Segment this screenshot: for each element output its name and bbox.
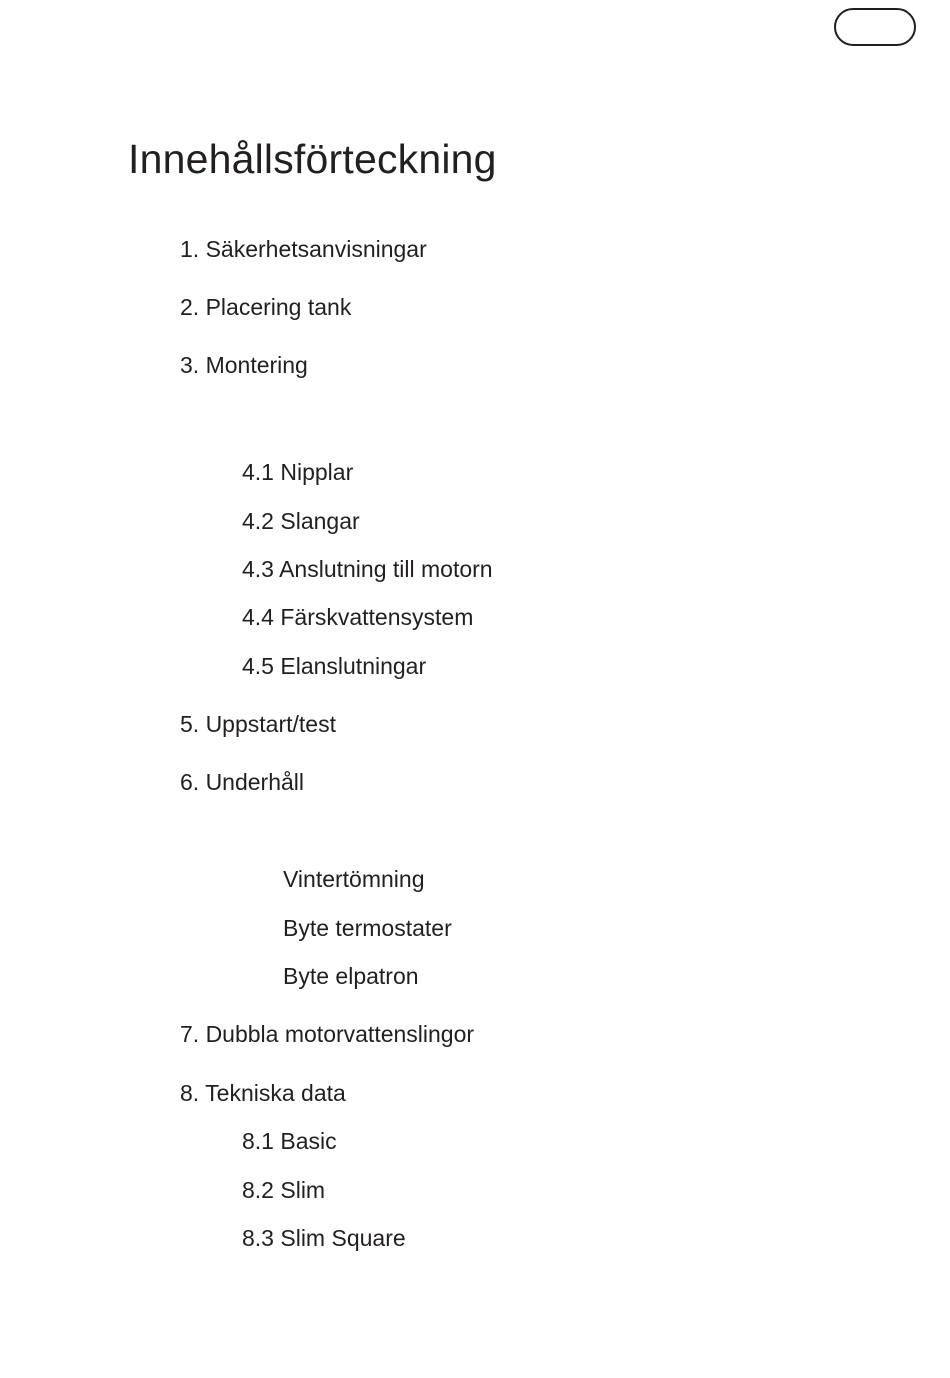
toc-item-uppstart-test: 5. Uppstart/test [180, 711, 336, 737]
toc-item-slangar: 4.2 Slangar [242, 508, 360, 534]
toc-item-tekniska-data: 8. Tekniska data [180, 1080, 346, 1106]
toc-item-farskvattensystem: 4.4 Färskvattensystem [242, 604, 474, 630]
toc-item-slim-square: 8.3 Slim Square [242, 1225, 406, 1251]
toc-item-byte-termostater: Byte termostater [283, 915, 452, 941]
toc-item-montering: 3. Montering [180, 352, 308, 378]
toc-item-anslutning-till-motorn: 4.3 Anslutning till motorn [242, 556, 493, 582]
toc-item-nipplar: 4.1 Nipplar [242, 459, 354, 485]
toc-item-underhall: 6. Underhåll [180, 769, 305, 795]
toc-item-slim: 8.2 Slim [242, 1177, 326, 1203]
toc-item-sakerhetsanvisningar: 1. Säkerhetsanvisningar [180, 236, 427, 262]
toc-item-dubbla-motorvattenslingor: 7. Dubbla motorvattenslingor [180, 1021, 475, 1047]
page-title: Innehållsförteckning [128, 136, 497, 182]
toc-item-placering-tank: 2. Placering tank [180, 294, 352, 320]
toc-item-basic: 8.1 Basic [242, 1128, 337, 1154]
page-number-tab [834, 8, 916, 46]
toc-item-vintertomning: Vintertömning [283, 866, 425, 892]
toc-item-elanslutningar: 4.5 Elanslutningar [242, 653, 427, 679]
toc-item-byte-elpatron: Byte elpatron [283, 963, 419, 989]
